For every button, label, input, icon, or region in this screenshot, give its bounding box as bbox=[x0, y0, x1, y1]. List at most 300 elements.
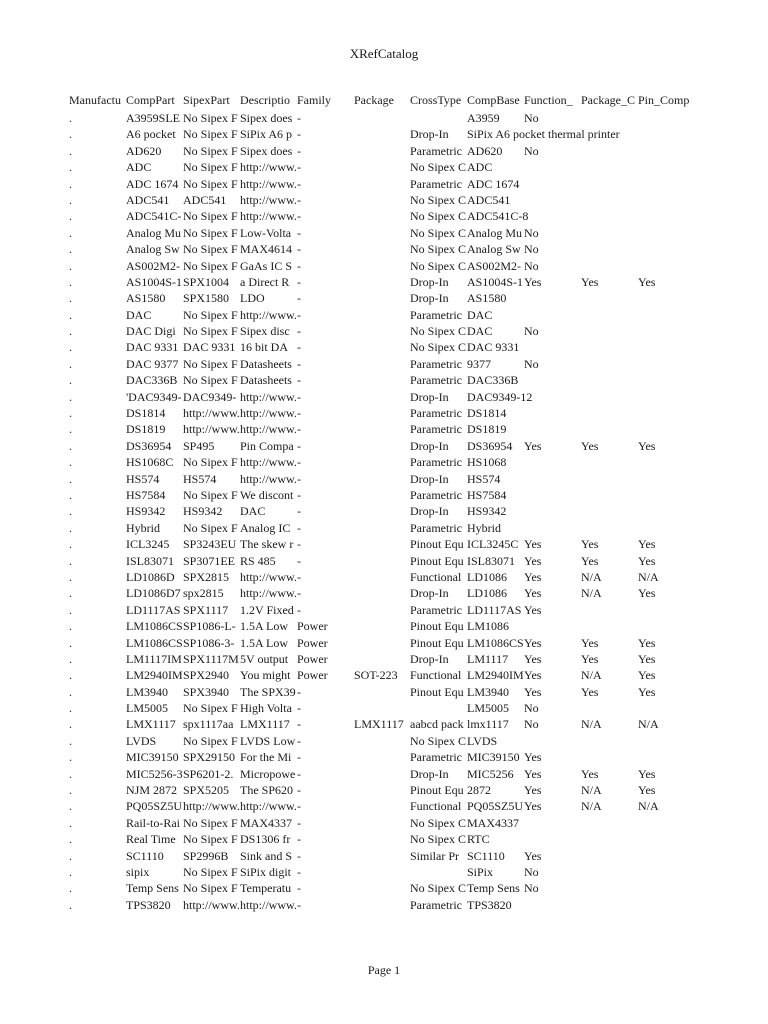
cell-description: a Direct R bbox=[240, 274, 290, 289]
cell-comp-base: LM1086CS bbox=[467, 635, 524, 650]
cell-family: - bbox=[297, 192, 301, 207]
cell-family: Power bbox=[297, 668, 328, 683]
cell-comp-part: HS7584 bbox=[126, 487, 166, 502]
cell-description: Analog IC bbox=[240, 520, 291, 535]
cell-function: No bbox=[524, 356, 539, 371]
cell-sipex-part: No Sipex F bbox=[183, 160, 238, 175]
cell-family: - bbox=[297, 832, 301, 847]
cell-cross-type: Pinout Equ bbox=[410, 684, 464, 699]
cell-manufacturer: . bbox=[69, 651, 72, 666]
cell-sipex-part: SPX29150 bbox=[183, 750, 236, 765]
cell-sipex-part: SPX2815 bbox=[183, 569, 230, 584]
header-cross-type: CrossType bbox=[410, 93, 462, 107]
cell-cross-type: Drop-In bbox=[410, 504, 449, 519]
cell-manufacturer: . bbox=[69, 324, 72, 339]
cell-description: MAX4337 bbox=[240, 815, 293, 830]
cell-comp-base: RTC bbox=[467, 832, 490, 847]
cell-cross-type: Parametric bbox=[410, 602, 462, 617]
cell-description: http://www. bbox=[240, 422, 297, 437]
table-row bbox=[69, 208, 709, 224]
cell-manufacturer: . bbox=[69, 848, 72, 863]
cell-comp-part: Rail-to-Rai bbox=[126, 815, 180, 830]
cell-cross-type: No Sipex C bbox=[410, 242, 467, 257]
cell-manufacturer: . bbox=[69, 799, 72, 814]
table-row bbox=[69, 798, 709, 814]
cell-comp-part: ADC 1674 bbox=[126, 176, 179, 191]
cell-family: - bbox=[297, 340, 301, 355]
cell-package-compat: Yes bbox=[581, 438, 599, 453]
header-function: Function_ bbox=[524, 93, 573, 107]
cell-cross-type: Similar Pr bbox=[410, 848, 460, 863]
cell-comp-part: Temp Sens bbox=[126, 881, 179, 896]
cell-family: - bbox=[297, 291, 301, 306]
cell-comp-part: HS574 bbox=[126, 471, 160, 486]
cell-comp-part: DAC 9331 bbox=[126, 340, 179, 355]
cell-comp-base: SiPix A6 pocket thermal printer bbox=[467, 127, 620, 142]
cell-comp-part: A6 pocket bbox=[126, 127, 176, 142]
cell-cross-type: Drop-In bbox=[410, 291, 449, 306]
cell-comp-part: NJM 2872 bbox=[126, 783, 178, 798]
cell-manufacturer: . bbox=[69, 684, 72, 699]
cell-sipex-part: No Sipex F bbox=[183, 258, 238, 273]
cell-family: - bbox=[297, 487, 301, 502]
cell-cross-type: Parametric bbox=[410, 422, 462, 437]
cell-sipex-part: No Sipex F bbox=[183, 176, 238, 191]
cell-cross-type: No Sipex C bbox=[410, 340, 467, 355]
cell-function: No bbox=[524, 111, 539, 125]
cell-comp-base: DAC336B bbox=[467, 373, 519, 388]
cell-package-compat: N/A bbox=[581, 668, 602, 683]
cell-description: http://www. bbox=[240, 209, 297, 224]
cell-sipex-part: No Sipex F bbox=[183, 455, 238, 470]
cell-sipex-part: SPX1117M bbox=[183, 651, 239, 666]
cell-comp-base: 2872 bbox=[467, 783, 491, 798]
cell-comp-part: MIC39150 bbox=[126, 750, 179, 765]
table-row bbox=[69, 569, 709, 585]
cell-manufacturer: . bbox=[69, 274, 72, 289]
cell-family: - bbox=[297, 225, 301, 240]
table-row bbox=[69, 258, 709, 274]
cell-sipex-part: HS9342 bbox=[183, 504, 223, 519]
cell-manufacturer: . bbox=[69, 192, 72, 207]
table-row bbox=[69, 520, 709, 536]
cell-function: Yes bbox=[524, 438, 542, 453]
cell-comp-base: ADC541 bbox=[467, 192, 511, 207]
cell-sipex-part: No Sipex F bbox=[183, 864, 238, 879]
cell-cross-type: Drop-In bbox=[410, 766, 449, 781]
cell-family: - bbox=[297, 701, 301, 716]
table-row bbox=[69, 815, 709, 831]
cell-comp-base: DAC bbox=[467, 324, 493, 339]
cell-family: - bbox=[297, 422, 301, 437]
header-manufacturer: Manufactu bbox=[69, 93, 121, 107]
header-sipex-part: SipexPart bbox=[183, 93, 230, 107]
cell-description: http://www. bbox=[240, 389, 297, 404]
cell-comp-part: TPS3820 bbox=[126, 897, 171, 912]
cell-family: Power bbox=[297, 619, 328, 634]
cell-pin-compat: Yes bbox=[638, 783, 656, 798]
cell-cross-type: No Sipex C bbox=[410, 209, 467, 224]
cell-pin-compat: Yes bbox=[638, 668, 656, 683]
cell-comp-base: A3959 bbox=[467, 111, 500, 125]
cell-function: Yes bbox=[524, 750, 542, 765]
table-row bbox=[69, 454, 709, 470]
cell-cross-type: No Sipex C bbox=[410, 258, 467, 273]
cell-cross-type: Parametric bbox=[410, 356, 462, 371]
cell-sipex-part: No Sipex F bbox=[183, 356, 238, 371]
cell-manufacturer: . bbox=[69, 258, 72, 273]
table-row bbox=[69, 405, 709, 421]
cell-comp-base: DS1819 bbox=[467, 422, 507, 437]
cell-description: The SPX39 bbox=[240, 684, 296, 699]
cell-family: - bbox=[297, 111, 301, 125]
cell-description: 1.5A Low bbox=[240, 619, 288, 634]
table-row bbox=[69, 307, 709, 323]
cell-description: http://www. bbox=[240, 160, 297, 175]
cell-description: DS1306 fr bbox=[240, 832, 291, 847]
table-row bbox=[69, 618, 709, 634]
cell-comp-part: sipix bbox=[126, 864, 150, 879]
cell-manufacturer: . bbox=[69, 176, 72, 191]
table-header-row bbox=[69, 91, 709, 109]
cell-comp-part: LM2940IM bbox=[126, 668, 183, 683]
cell-manufacturer: . bbox=[69, 701, 72, 716]
cell-description: MAX4614 bbox=[240, 242, 293, 257]
cell-family: - bbox=[297, 160, 301, 175]
cell-family: - bbox=[297, 373, 301, 388]
cell-description: 1.5A Low bbox=[240, 635, 288, 650]
cell-package-compat: Yes bbox=[581, 553, 599, 568]
cell-function: Yes bbox=[524, 553, 542, 568]
cell-family: - bbox=[297, 389, 301, 404]
cell-family: - bbox=[297, 471, 301, 486]
cell-function: No bbox=[524, 717, 539, 732]
cell-description: LMX1117 bbox=[240, 717, 290, 732]
cell-description: Sink and S bbox=[240, 848, 293, 863]
cell-sipex-part: HS574 bbox=[183, 471, 217, 486]
table-row bbox=[69, 421, 709, 437]
cell-function: Yes bbox=[524, 602, 542, 617]
table-row bbox=[69, 110, 709, 126]
cell-comp-part: LVDS bbox=[126, 733, 157, 748]
cell-pin-compat: Yes bbox=[638, 651, 656, 666]
cell-manufacturer: . bbox=[69, 897, 72, 912]
cell-comp-part: DS1814 bbox=[126, 406, 166, 421]
table-row bbox=[69, 733, 709, 749]
cell-sipex-part: No Sipex F bbox=[183, 143, 238, 158]
cell-comp-base: MIC39150 bbox=[467, 750, 520, 765]
cell-manufacturer: . bbox=[69, 438, 72, 453]
cell-pin-compat: Yes bbox=[638, 274, 656, 289]
cell-description: Sipex disc bbox=[240, 324, 290, 339]
cell-comp-part: Analog Sw bbox=[126, 242, 180, 257]
cell-manufacturer: . bbox=[69, 307, 72, 322]
cell-package-compat: N/A bbox=[581, 569, 602, 584]
table-row bbox=[69, 487, 709, 503]
cell-comp-part: LM1117IM bbox=[126, 651, 182, 666]
cell-comp-base: Analog Mu bbox=[467, 225, 522, 240]
cell-comp-part: DAC336B bbox=[126, 373, 178, 388]
cell-sipex-part: SP3071EE bbox=[183, 553, 236, 568]
table-row bbox=[69, 438, 709, 454]
cell-description: http://www. bbox=[240, 799, 297, 814]
table-row bbox=[69, 176, 709, 192]
cell-comp-part: LM1086CS bbox=[126, 619, 183, 634]
table-row bbox=[69, 749, 709, 765]
cell-cross-type: Drop-In bbox=[410, 389, 449, 404]
table-row bbox=[69, 159, 709, 175]
cell-description: http://www. bbox=[240, 176, 297, 191]
table-row bbox=[69, 635, 709, 651]
cell-sipex-part: http://www. bbox=[183, 422, 240, 437]
cell-comp-base: LM2940IM bbox=[467, 668, 524, 683]
cell-comp-part: LD1117AS bbox=[126, 602, 181, 617]
cell-comp-base: DS36954 bbox=[467, 438, 513, 453]
cell-manufacturer: . bbox=[69, 340, 72, 355]
cell-comp-base: 9377 bbox=[467, 356, 491, 371]
cell-family: - bbox=[297, 750, 301, 765]
cell-family: - bbox=[297, 799, 301, 814]
table-row bbox=[69, 192, 709, 208]
cell-pin-compat: N/A bbox=[638, 569, 659, 584]
cell-function: Yes bbox=[524, 766, 542, 781]
table-row bbox=[69, 290, 709, 306]
cell-sipex-part: SP6201-2. bbox=[183, 766, 234, 781]
xref-table bbox=[69, 91, 709, 913]
cell-family: - bbox=[297, 274, 301, 289]
cell-family: - bbox=[297, 733, 301, 748]
cell-cross-type: Parametric bbox=[410, 143, 462, 158]
cell-family: - bbox=[297, 307, 301, 322]
cell-package-compat: N/A bbox=[581, 783, 602, 798]
table-row bbox=[69, 536, 709, 552]
cell-description: http://www. bbox=[240, 897, 297, 912]
cell-pin-compat: Yes bbox=[638, 635, 656, 650]
table-row bbox=[69, 225, 709, 241]
cell-description: GaAs IC S bbox=[240, 258, 293, 273]
cell-cross-type: Parametric bbox=[410, 176, 462, 191]
cell-sipex-part: http://www. bbox=[183, 799, 240, 814]
cell-manufacturer: . bbox=[69, 389, 72, 404]
table-row bbox=[69, 766, 709, 782]
cell-function: Yes bbox=[524, 848, 542, 863]
cell-comp-base: ADC541C-8 bbox=[467, 209, 529, 224]
cell-comp-base: LM3940 bbox=[467, 684, 509, 699]
cell-function: Yes bbox=[524, 651, 542, 666]
cell-manufacturer: . bbox=[69, 406, 72, 421]
cell-description: Datasheets bbox=[240, 373, 292, 388]
table-row bbox=[69, 716, 709, 732]
cell-function: No bbox=[524, 242, 539, 257]
cell-description: High Volta bbox=[240, 701, 292, 716]
cell-sipex-part: SP1086-3- bbox=[183, 635, 235, 650]
cell-cross-type: Functional bbox=[410, 799, 462, 814]
cell-description: LVDS Low bbox=[240, 733, 296, 748]
cell-description: The SP620 bbox=[240, 783, 294, 798]
cell-cross-type: Drop-In bbox=[410, 651, 449, 666]
cell-sipex-part: SPX5205 bbox=[183, 783, 230, 798]
cell-description: SiPix A6 p bbox=[240, 127, 293, 142]
cell-cross-type: Parametric bbox=[410, 406, 462, 421]
cell-description: 16 bit DA bbox=[240, 340, 288, 355]
cell-family: - bbox=[297, 537, 301, 552]
table-row bbox=[69, 372, 709, 388]
cell-cross-type: Drop-In bbox=[410, 438, 449, 453]
cell-comp-part: MIC5256-3 bbox=[126, 766, 183, 781]
cell-manufacturer: . bbox=[69, 487, 72, 502]
cell-cross-type: Parametric bbox=[410, 373, 462, 388]
cell-package-compat: Yes bbox=[581, 766, 599, 781]
header-package-compat: Package_C bbox=[581, 93, 635, 107]
cell-cross-type: No Sipex C bbox=[410, 192, 467, 207]
cell-comp-part: Real Time bbox=[126, 832, 176, 847]
cell-manufacturer: . bbox=[69, 291, 72, 306]
cell-family: Power bbox=[297, 651, 328, 666]
cell-package-compat: Yes bbox=[581, 274, 599, 289]
cell-comp-part: SC1110 bbox=[126, 848, 164, 863]
cell-cross-type: Pinout Equ bbox=[410, 537, 464, 552]
cell-comp-part: AD620 bbox=[126, 143, 162, 158]
cell-comp-part: DAC 9377 bbox=[126, 356, 179, 371]
cell-comp-base: HS1068 bbox=[467, 455, 507, 470]
cell-manufacturer: . bbox=[69, 717, 72, 732]
cell-sipex-part: SPX1580 bbox=[183, 291, 230, 306]
cell-sipex-part: No Sipex F bbox=[183, 307, 238, 322]
cell-function: Yes bbox=[524, 274, 542, 289]
cell-cross-type: No Sipex C bbox=[410, 832, 467, 847]
cell-sipex-part: SP495 bbox=[183, 438, 215, 453]
table-row bbox=[69, 143, 709, 159]
page-footer: Page 1 bbox=[367, 963, 401, 977]
table-row bbox=[69, 356, 709, 372]
cell-comp-base: DAC 9331 bbox=[467, 340, 520, 355]
cell-manufacturer: . bbox=[69, 160, 72, 175]
cell-family: - bbox=[297, 783, 301, 798]
cell-family: - bbox=[297, 586, 301, 601]
cell-manufacturer: . bbox=[69, 619, 72, 634]
cell-comp-base: LM5005 bbox=[467, 701, 509, 716]
table-row bbox=[69, 782, 709, 798]
cell-sipex-part: No Sipex F bbox=[183, 111, 238, 125]
cell-comp-part: ICL3245 bbox=[126, 537, 170, 552]
cell-comp-base: SC1110 bbox=[467, 848, 505, 863]
cell-family: - bbox=[297, 766, 301, 781]
cell-manufacturer: . bbox=[69, 733, 72, 748]
cell-cross-type: Functional bbox=[410, 668, 462, 683]
cell-comp-part: A3959SLE bbox=[126, 111, 180, 125]
cell-cross-type: Parametric bbox=[410, 307, 462, 322]
cell-manufacturer: . bbox=[69, 602, 72, 617]
cell-description: Sipex does bbox=[240, 111, 293, 125]
cell-comp-part: AS1580 bbox=[126, 291, 166, 306]
cell-family: - bbox=[297, 356, 301, 371]
cell-comp-base: AS1004S-1 bbox=[467, 274, 524, 289]
cell-manufacturer: . bbox=[69, 668, 72, 683]
table-row bbox=[69, 503, 709, 519]
cell-comp-part: LM1086CS bbox=[126, 635, 183, 650]
cell-family: - bbox=[297, 717, 301, 732]
cell-description: http://www. bbox=[240, 307, 297, 322]
cell-sipex-part: No Sipex F bbox=[183, 324, 238, 339]
cell-sipex-part: http://www. bbox=[183, 897, 240, 912]
cell-description: http://www. bbox=[240, 455, 297, 470]
cell-function: Yes bbox=[524, 684, 542, 699]
table-row bbox=[69, 241, 709, 257]
table-row bbox=[69, 471, 709, 487]
cell-pin-compat: N/A bbox=[638, 799, 659, 814]
cell-pin-compat: Yes bbox=[638, 537, 656, 552]
cell-description: http://www. bbox=[240, 192, 297, 207]
cell-comp-base: LD1086 bbox=[467, 569, 507, 584]
cell-description: For the Mi bbox=[240, 750, 292, 765]
cell-sipex-part: No Sipex F bbox=[183, 733, 238, 748]
cell-sipex-part: No Sipex F bbox=[183, 815, 238, 830]
cell-description: Micropowe bbox=[240, 766, 296, 781]
cell-family: - bbox=[297, 684, 301, 699]
cell-comp-base: ISL83071 bbox=[467, 553, 515, 568]
cell-manufacturer: . bbox=[69, 569, 72, 584]
cell-family: - bbox=[297, 602, 301, 617]
cell-cross-type: Parametric bbox=[410, 897, 462, 912]
cell-function: Yes bbox=[524, 569, 542, 584]
table-row bbox=[69, 651, 709, 667]
header-description: Descriptio bbox=[240, 93, 290, 107]
cell-package-compat: Yes bbox=[581, 635, 599, 650]
table-row bbox=[69, 274, 709, 290]
cell-cross-type: No Sipex C bbox=[410, 733, 467, 748]
cell-comp-part: HS9342 bbox=[126, 504, 166, 519]
header-pin-compat: Pin_Comp bbox=[638, 93, 690, 107]
cell-comp-part: ISL83071 bbox=[126, 553, 174, 568]
cell-function: No bbox=[524, 143, 539, 158]
cell-sipex-part: DAC 9331 bbox=[183, 340, 236, 355]
header-comp-base: CompBase bbox=[467, 93, 520, 107]
cell-family: - bbox=[297, 242, 301, 257]
cell-sipex-part: No Sipex F bbox=[183, 832, 238, 847]
cell-comp-base: Analog Sw bbox=[467, 242, 521, 257]
cell-comp-base: LM1117 bbox=[467, 651, 509, 666]
cell-comp-part: LMX1117 bbox=[126, 717, 176, 732]
cell-comp-base: HS9342 bbox=[467, 504, 507, 519]
cell-comp-base: SiPix bbox=[467, 864, 494, 879]
cell-sipex-part: No Sipex F bbox=[183, 487, 238, 502]
cell-family: - bbox=[297, 176, 301, 191]
cell-family: - bbox=[297, 258, 301, 273]
cell-comp-part: Hybrid bbox=[126, 520, 160, 535]
cell-comp-base: AS1580 bbox=[467, 291, 507, 306]
table-row bbox=[69, 126, 709, 142]
cell-comp-part: DS1819 bbox=[126, 422, 166, 437]
header-package: Package bbox=[354, 93, 394, 107]
cell-comp-base: AS002M2- bbox=[467, 258, 522, 273]
cell-comp-base: LD1086 bbox=[467, 586, 507, 601]
cell-manufacturer: . bbox=[69, 225, 72, 240]
cell-comp-base: PQ05SZ5U bbox=[467, 799, 524, 814]
cell-manufacturer: . bbox=[69, 750, 72, 765]
cell-comp-part: ADC541 bbox=[126, 192, 170, 207]
cell-sipex-part: SP1086-L- bbox=[183, 619, 236, 634]
cell-comp-base: MIC5256 bbox=[467, 766, 514, 781]
cell-comp-base: ADC 1674 bbox=[467, 176, 520, 191]
cell-comp-part: AS1004S-1 bbox=[126, 274, 183, 289]
cell-sipex-part: SPX1004 bbox=[183, 274, 230, 289]
cell-cross-type: Drop-In bbox=[410, 274, 449, 289]
cell-description: Temperatu bbox=[240, 881, 292, 896]
cell-manufacturer: . bbox=[69, 815, 72, 830]
cell-family: - bbox=[297, 569, 301, 584]
cell-description: Pin Compa bbox=[240, 438, 294, 453]
cell-package: LMX1117 bbox=[354, 717, 404, 732]
